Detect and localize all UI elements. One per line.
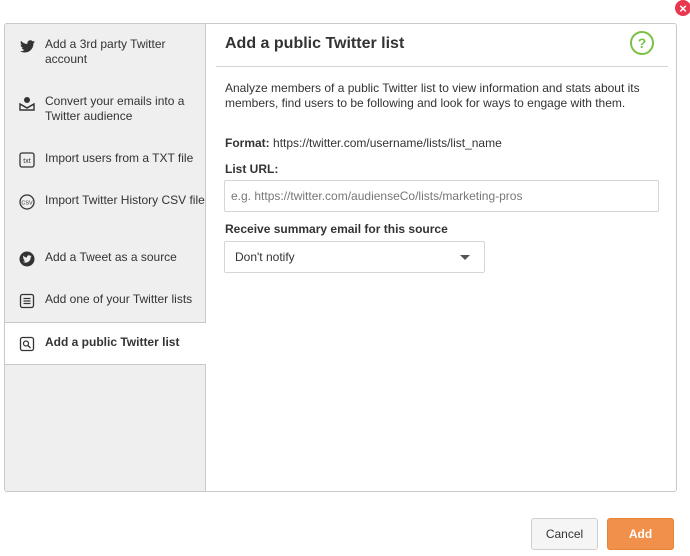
csv-icon-text: CSV [21, 200, 33, 207]
format-hint [225, 136, 502, 150]
list-url-label: List URL: [225, 162, 279, 176]
sidebar-item-public-list[interactable] [5, 322, 206, 365]
txt-file-icon [18, 151, 36, 169]
summary-email-label: Receive summary email for this source [225, 222, 448, 236]
twitter-bird-icon [18, 37, 36, 55]
list-icon [18, 292, 36, 310]
sidebar-item-your-lists[interactable] [5, 292, 205, 310]
sidebar-item-label: Add a public Twitter list [45, 335, 180, 349]
page-title: Add a public Twitter list [225, 35, 405, 52]
sidebar-item-label: Import users from a TXT file [45, 151, 194, 165]
sidebar-item-3rd-party-account[interactable] [5, 37, 205, 67]
sidebar-item-label: Add a Tweet as a source [45, 250, 177, 264]
summary-email-selected: Don't notify [235, 250, 295, 264]
tweet-icon [18, 250, 36, 268]
sidebar-item-add-tweet[interactable] [5, 250, 205, 268]
format-label: Format: [225, 136, 270, 150]
format-value: https://twitter.com/username/lists/list_name [273, 136, 502, 150]
close-button[interactable] [675, 0, 690, 16]
add-source-dialog [4, 23, 677, 492]
sidebar-item-label: Add a 3rd party Twitter account [45, 37, 166, 66]
cancel-button[interactable]: Cancel [531, 518, 598, 550]
panel-header [216, 24, 668, 67]
txt-icon-text: txt [23, 158, 31, 165]
add-button[interactable]: Add [607, 518, 674, 550]
sidebar-item-label: Import Twitter History CSV file [45, 193, 205, 207]
description-text: Analyze members of a public Twitter list to view information and stats about its members, find users to be following and look for ways to engage with them. [225, 81, 640, 110]
main-panel [206, 24, 676, 491]
chevron-down-icon [460, 255, 470, 260]
close-icon: × [679, 0, 687, 16]
sidebar-item-label: Add one of your Twitter lists [45, 292, 193, 306]
csv-file-icon [18, 193, 36, 211]
sidebar-item-convert-emails[interactable] [5, 94, 205, 124]
email-convert-icon [18, 94, 36, 112]
list-url-input[interactable] [224, 180, 659, 212]
summary-email-select[interactable] [224, 241, 485, 273]
sidebar [5, 24, 206, 491]
sidebar-item-import-txt[interactable] [5, 151, 205, 169]
sidebar-item-import-csv[interactable] [5, 193, 205, 211]
public-list-icon [18, 335, 36, 353]
sidebar-item-label: Convert your emails into a Twitter audience [45, 94, 185, 123]
help-icon[interactable]: ? [630, 31, 654, 55]
